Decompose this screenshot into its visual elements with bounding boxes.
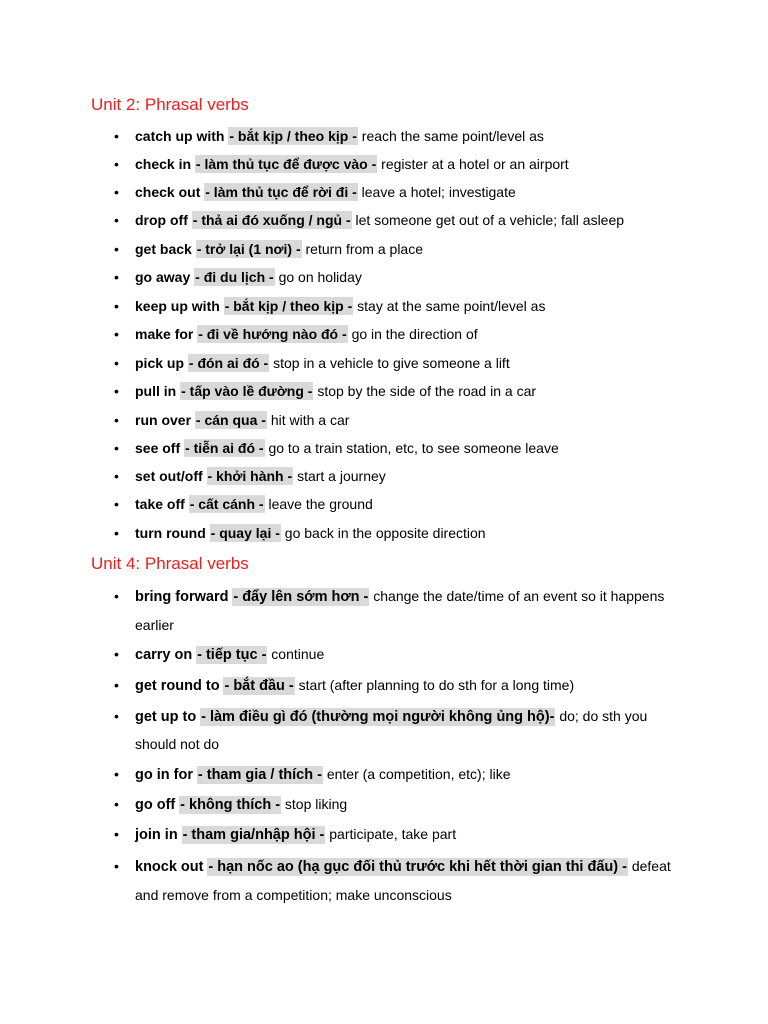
unit-2-heading: Unit 2: Phrasal verbs [91, 95, 249, 114]
unit-4-heading: Unit 4: Phrasal verbs [91, 554, 249, 573]
document-page: Unit 2: Phrasal verbs • catch up with - bắt kịp / theo kịp - reach the same point/level as • check in - làm thủ tục để được vào - register at a hotel or an airport • check out - làm thủ tục để rời đi - leave a hotel; investigate • drop off - thả ai đó xuống / ngủ - let someone get out of a vehicle; fall asleep • get back - trở lại (1 nơi) - return from a place • go away - đi du lịch - go on holiday • keep up with - bắt kịp / theo kịp - stay at the same point/level as • make for - đi về hướng nào đó - go in the direction of • pick up - đón ai đó - stop in a vehicle to give someone a lift • pull in - tấp vào lề đường - stop by the side of the road in a car • run over - cán qua - hit with a car • see off - tiễn ai đó - go to a train station, etc, to see someone leave • set out/off - khởi hành - start a journey • take off - cất cánh - leave the ground • turn round - quay lại - go back in the opposite direction Unit 4: Phrasal verbs • bring forward - đẩy lên sớm hơn - change the date/time of an event so it happens earlier • carry on - tiếp tục - continue • get round to - bắt đầu - start (after planning to do sth for a long time) • get up to - làm điều gì đó (thường mọi người không ủng hộ)- do; do sth you should not do • go in for - tham gia / thích - enter (a competition, etc); like • go off - không thích - stop liking • join in - tham gia/nhập hội - participate, take part • knock out - hạn nốc ao (hạ gục đối thủ trước khi hết thời gian thi đấu) - defeat and remove from a competition; make unconscious [91, 95, 671, 903]
